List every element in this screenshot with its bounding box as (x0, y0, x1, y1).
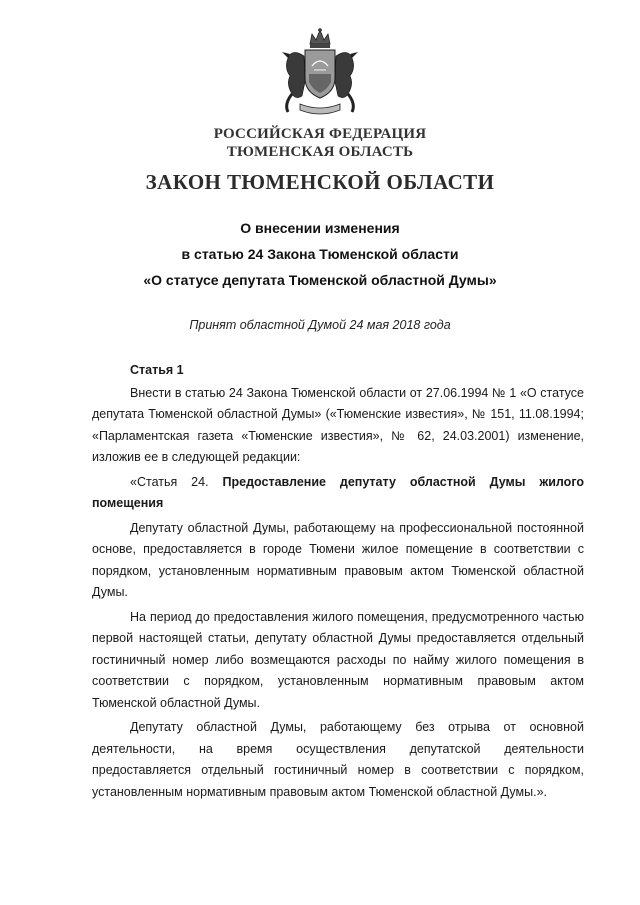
quoted-article-heading (92, 472, 584, 515)
law-title-line-2: в статью 24 Закона Тюменской области (181, 246, 459, 262)
paragraph-1: Депутату областной Думы, работающему на профессиональной постоянной основе, предоставляется в городе Тюмени жилое помещение в соответствии с порядком, установленным нормативным правовым актом Тюменской областной Думы. (92, 520, 584, 599)
country-name: РОССИЙСКАЯ ФЕДЕРАЦИЯ (213, 126, 427, 142)
quoted-article-prefix: «Статья 24. (130, 474, 223, 489)
law-title-line-1: О внесении изменения (240, 220, 400, 236)
law-title-line-3: «О статусе депутата Тюменской областной Думы» (143, 272, 497, 288)
article-intro: Внести в статью 24 Закона Тюменской области от 27.06.1994 № 1 «О статусе депутата Тюменской областной Думы» («Тюменские известия», № 151, 11.08.1994; «Парламентская газета «Тюменские известия», № 62, 24.03.2001) изменение, изложив ее в следующей редакции: (92, 385, 584, 464)
law-heading: ЗАКОН ТЮМЕНСКОЙ ОБЛАСТИ (145, 170, 495, 194)
paragraph-3: Депутату областной Думы, работающему без отрыва от основной деятельности, на время осуществления депутатской деятельности предоставляется отдельный гостиничный номер в соответствии с порядком, установленным нормативным правовым актом Тюменской областной Думы.». (92, 720, 584, 799)
quoted-article-title: Предоставление депутату областной Думы жилого помещения (92, 474, 584, 510)
adoption-note: Принят областной Думой 24 мая 2018 года (189, 318, 451, 332)
article-heading: Статья 1 (130, 363, 184, 377)
article-body (92, 360, 584, 803)
coat-of-arms-icon (278, 26, 362, 122)
paragraph-2: На период до предоставления жилого помещения, предусмотренного частью первой настоящей статьи, депутату областной Думы предоставляется отдельный гостиничный номер либо возмещаются расходы по найму жилого помещения в соответствии с порядком, установленным нормативным правовым актом Тюменской областной Думы. (92, 609, 584, 710)
region-name: ТЮМЕНСКАЯ ОБЛАСТЬ (226, 144, 414, 160)
